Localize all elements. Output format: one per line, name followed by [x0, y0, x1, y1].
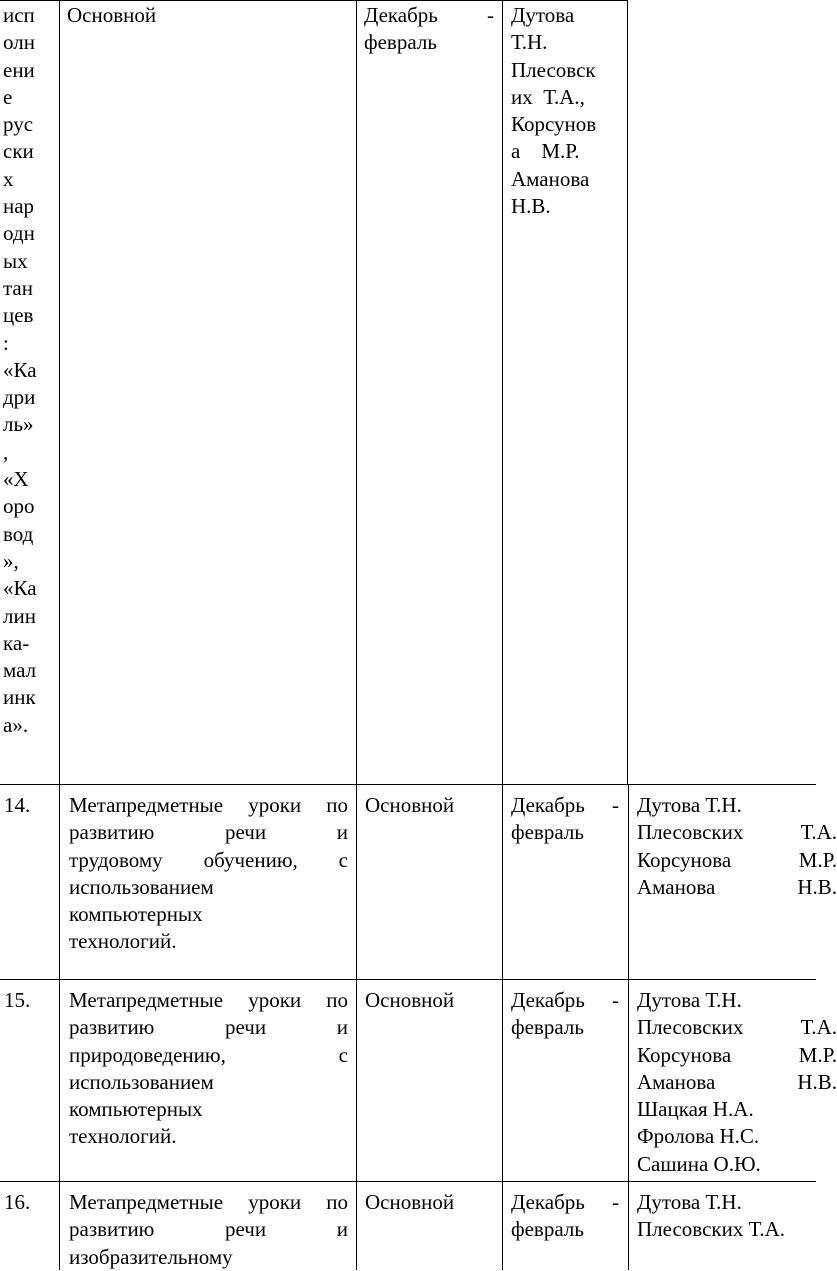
person-line: Дутова Т.Н. — [637, 1190, 742, 1214]
row-number: 14. — [4, 793, 31, 817]
title-line: «Ка — [3, 357, 37, 382]
title-line: развитию речи и — [69, 1217, 348, 1242]
title-line: развитию речи и — [69, 820, 348, 845]
period-start: Декабрь - — [511, 793, 619, 817]
person-line: Плесовских Т.А. — [637, 820, 837, 845]
row-period — [511, 1189, 619, 1244]
title-line: использованием — [69, 1069, 214, 1094]
title-line: одн — [3, 221, 35, 246]
title-line: инк — [3, 685, 36, 710]
title-line: Метапредметные уроки по — [69, 1190, 348, 1214]
title-line: исп — [3, 3, 35, 27]
row-people — [637, 987, 837, 1178]
title-line: мал — [3, 658, 37, 683]
row-divider — [0, 1181, 816, 1182]
title-line: оро — [3, 494, 35, 519]
title-line: : — [3, 330, 9, 355]
col-line — [628, 784, 629, 1270]
period-start: Декабрь - — [511, 988, 619, 1012]
period-end: февраль — [511, 1015, 584, 1040]
person-line: Дутова — [511, 3, 575, 27]
period-end: февраль — [511, 1217, 584, 1242]
title-line: нар — [3, 194, 35, 219]
title-line: Метапредметные уроки по — [69, 793, 348, 817]
period-end: февраль — [511, 820, 584, 845]
title-line: ль» — [3, 412, 34, 437]
title-line: ка- — [3, 630, 30, 655]
person-line: Корсунова М.Р. — [637, 1042, 837, 1067]
top-row-title-lines — [3, 2, 57, 739]
row-divider — [0, 979, 816, 980]
period-start: Декабрь — [364, 3, 438, 27]
title-line: Метапредметные уроки по — [69, 988, 348, 1012]
person-line: Т.Н. — [511, 30, 548, 55]
top-row-level: Основной — [67, 3, 157, 27]
row-people — [637, 1189, 816, 1244]
col-line — [356, 0, 357, 1270]
title-line: компьютерных — [69, 902, 203, 927]
title-line: «Х — [3, 467, 29, 492]
title-line: использованием — [69, 874, 214, 899]
person-line: Плесовских Т.А. — [637, 1015, 837, 1040]
person-line: Шацкая Н.А. — [637, 1097, 754, 1122]
row-title — [69, 792, 348, 956]
row-title — [69, 1189, 348, 1271]
period-dash: - — [487, 3, 494, 27]
title-line: ени — [3, 57, 35, 82]
title-line: вод — [3, 521, 34, 546]
title-line: ски — [3, 139, 34, 164]
title-line: е — [3, 84, 13, 109]
top-row-title — [3, 2, 57, 739]
title-line: технологий. — [69, 929, 177, 954]
title-line: ых — [3, 248, 28, 273]
title-line: природоведению, с — [69, 1042, 348, 1067]
person-line: Аманова — [511, 166, 590, 191]
row-number: 16. — [4, 1190, 31, 1214]
top-row-people — [511, 2, 621, 220]
period-start: Декабрь - — [511, 1190, 619, 1214]
person-line: Корсунов — [511, 112, 597, 137]
top-row-period — [364, 2, 494, 57]
title-line: изобразительному — [69, 1244, 233, 1269]
person-line: Аманова Н.В. — [637, 874, 837, 899]
person-line: Дутова Т.Н. — [637, 988, 742, 1012]
title-line: рус — [3, 112, 34, 137]
person-line: Плесовск — [511, 57, 596, 82]
col-line — [59, 0, 60, 1270]
person-line: Корсунова М.Р. — [637, 847, 837, 872]
title-line: лин — [3, 603, 36, 628]
top-border — [0, 0, 628, 1]
title-line: цев — [3, 303, 34, 328]
row-level: Основной — [365, 988, 455, 1012]
person-line: Плесовских Т.А. — [637, 1217, 786, 1242]
person-line: их Т.А., — [511, 84, 585, 109]
person-line: Фролова Н.С. — [637, 1124, 760, 1149]
title-line: олн — [3, 30, 35, 55]
title-line: развитию речи и — [69, 1015, 348, 1040]
title-line: х — [3, 166, 14, 191]
title-line: компьютерных — [69, 1097, 203, 1122]
col-line — [627, 0, 628, 784]
title-line: , — [3, 439, 9, 464]
row-level: Основной — [365, 793, 455, 817]
person-line: Н.В. — [511, 194, 551, 219]
row-period — [511, 792, 619, 847]
person-line: Аманова Н.В. — [637, 1069, 837, 1094]
title-line: тан — [3, 275, 33, 300]
row-people — [637, 792, 837, 901]
row-number: 15. — [4, 988, 31, 1012]
title-line: », — [3, 548, 19, 573]
person-line: а М.Р. — [511, 139, 580, 164]
title-line: дри — [3, 385, 36, 410]
row-level: Основной — [365, 1190, 455, 1214]
title-line: технологий. — [69, 1124, 177, 1149]
col-line — [502, 0, 503, 1270]
row-period — [511, 987, 619, 1042]
person-line: Дутова Т.Н. — [637, 793, 742, 817]
person-line: Сашина О.Ю. — [637, 1151, 761, 1176]
row-title — [69, 987, 348, 1151]
title-line: трудовому обучению, с — [69, 847, 348, 872]
period-end: февраль — [364, 30, 437, 55]
title-line: «Ка — [3, 576, 37, 601]
title-line: а». — [3, 712, 29, 737]
row-divider — [0, 784, 816, 785]
